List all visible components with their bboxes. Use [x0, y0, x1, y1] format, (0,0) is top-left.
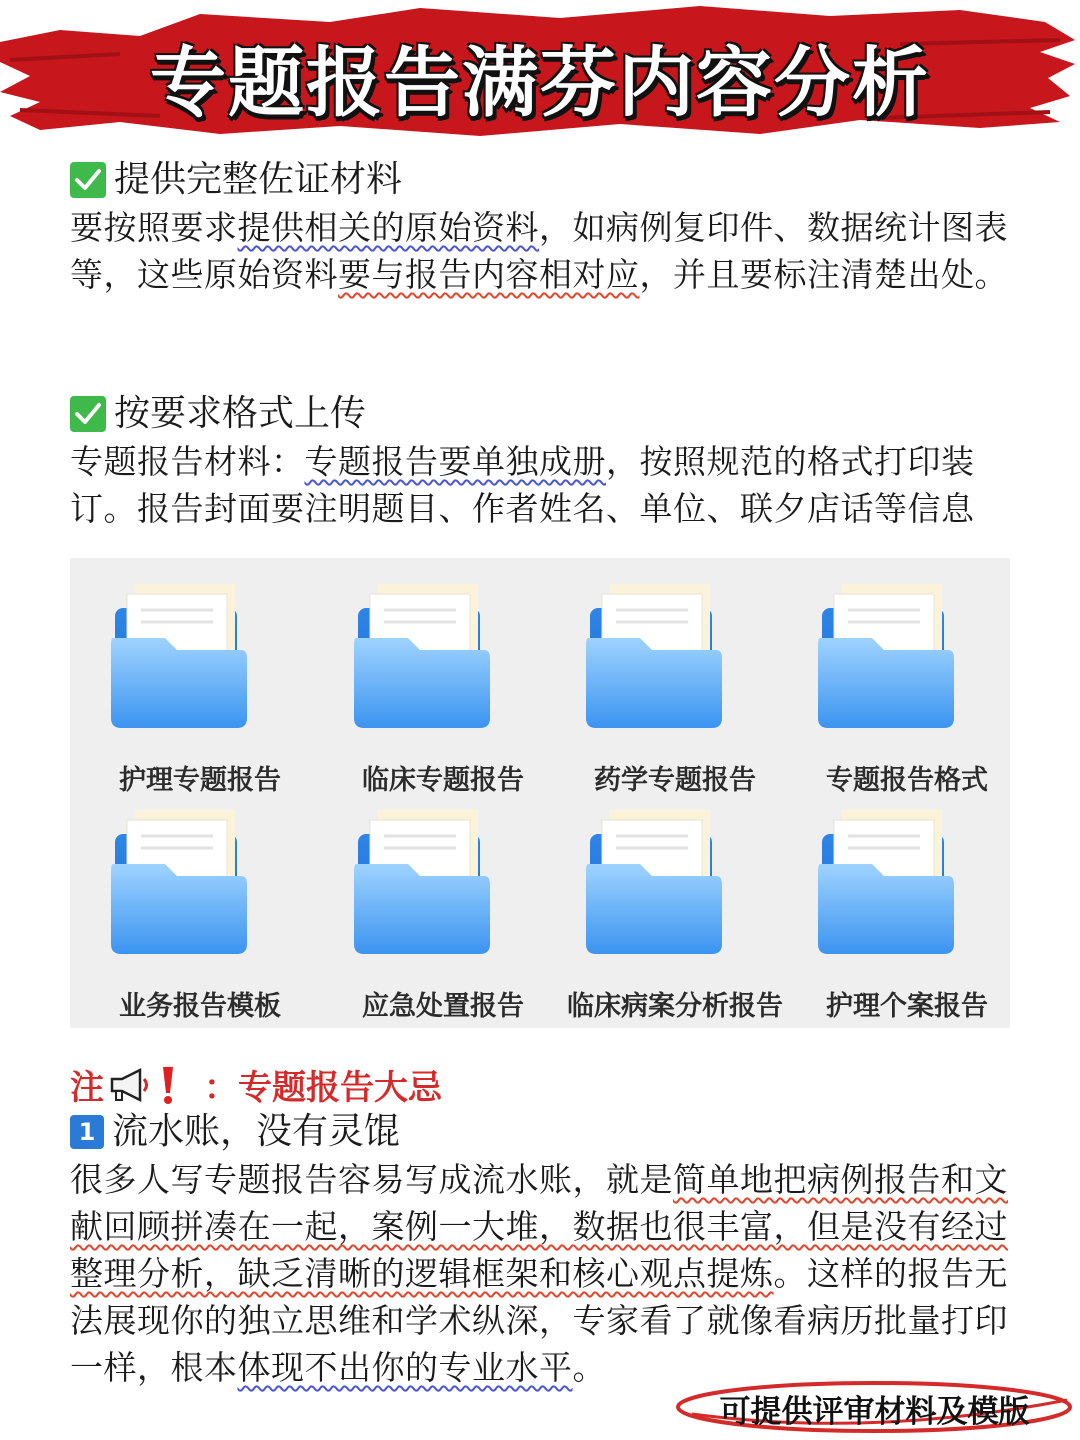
highlight-blue: 专题报告要单独成册 — [304, 442, 606, 481]
note-suffix: ：专题报告大忌 — [204, 1068, 442, 1108]
folder-label: 业务报告模板 — [119, 991, 281, 1022]
text-span: 。 — [572, 1348, 606, 1387]
text-span: 专题报告材料： — [70, 442, 305, 481]
folder-item[interactable] — [560, 802, 790, 1032]
folder-item[interactable] — [328, 576, 558, 806]
text-span: 。这样的报告无法展现你的独立思维和学术纵深，专家看了就像看病历批量打印一样，根本 — [70, 1254, 1008, 1387]
text-span: ，如病例复印件、数据统计图表等，这些原始资料 — [70, 208, 1008, 294]
section-heading-text: 提供完整佐证材料 — [114, 159, 403, 200]
text-span: ，按照规范的格式打印装订。报告封面要注明题目、作者姓名、单位、联夕店话等信息 — [70, 442, 975, 528]
section-format — [70, 390, 1015, 532]
section-paragraph — [70, 204, 1015, 298]
folder-icon — [560, 802, 790, 972]
folder-icon — [560, 576, 790, 746]
section-heading — [70, 390, 1015, 438]
check-mark-icon — [70, 396, 106, 432]
header-banner — [0, 0, 1080, 150]
text-span: 要按照要求 — [70, 208, 238, 247]
folder-icon — [85, 802, 315, 972]
folder-label: 临床专题报告 — [362, 765, 524, 796]
folder-icon — [328, 802, 558, 972]
section-paragraph — [70, 438, 1015, 532]
folder-grid — [70, 558, 1010, 1028]
note-prefix: 注 — [70, 1068, 104, 1108]
megaphone-icon — [108, 1067, 152, 1103]
highlight-red: 简单地把病例报告和文献回顾拼凑在一起，案例一大堆，数据也很丰富，但是没有经过整理分析，缺乏清晰的逻辑框架和核心观点提炼 — [70, 1160, 1008, 1293]
folder-item[interactable] — [85, 576, 315, 806]
folder-label: 临床病案分析报告 — [567, 991, 783, 1022]
folder-label: 护理个案报告 — [826, 991, 988, 1022]
folder-item[interactable] — [560, 576, 790, 806]
folder-label: 专题报告格式 — [826, 765, 988, 796]
text-span: 很多人写专题报告容易写成流水账，就是 — [70, 1160, 673, 1199]
section-heading-text: 流水账，没有灵馄 — [112, 1111, 401, 1152]
folder-item[interactable] — [792, 576, 1022, 806]
check-mark-icon — [70, 162, 106, 198]
section-heading — [70, 156, 1015, 204]
section-taboo-1 — [70, 1108, 1015, 1391]
folder-icon — [792, 802, 1022, 972]
exclamation-icon — [158, 1065, 178, 1105]
footer-badge[interactable] — [672, 1378, 1077, 1434]
folder-label: 药学专题报告 — [594, 765, 756, 796]
note-title — [70, 1060, 442, 1109]
section-evidence — [70, 156, 1015, 298]
highlight-red: 要与报告内容相对应 — [338, 255, 640, 294]
number-badge: 1 — [70, 1115, 104, 1149]
text-span: ，并且要标注清楚出处。 — [639, 255, 1008, 294]
folder-label: 护理专题报告 — [119, 765, 281, 796]
page-title: 专题报告满芬内容分析 — [150, 38, 930, 127]
folder-icon — [792, 576, 1022, 746]
section-paragraph — [70, 1156, 1015, 1391]
section-heading — [70, 1108, 1015, 1156]
highlight-blue: 体现不出你的专业水平 — [237, 1348, 573, 1387]
folder-item[interactable] — [792, 802, 1022, 1032]
highlight-blue: 提供相关的原始资料 — [237, 208, 539, 247]
folder-label: 应急处置报告 — [362, 991, 524, 1022]
folder-item[interactable] — [85, 802, 315, 1032]
folder-icon — [328, 576, 558, 746]
footer-text: 可提供评审材料及模版 — [719, 1394, 1030, 1430]
folder-item[interactable] — [328, 802, 558, 1032]
section-heading-text: 按要求格式上传 — [114, 393, 367, 434]
folder-icon — [85, 576, 315, 746]
